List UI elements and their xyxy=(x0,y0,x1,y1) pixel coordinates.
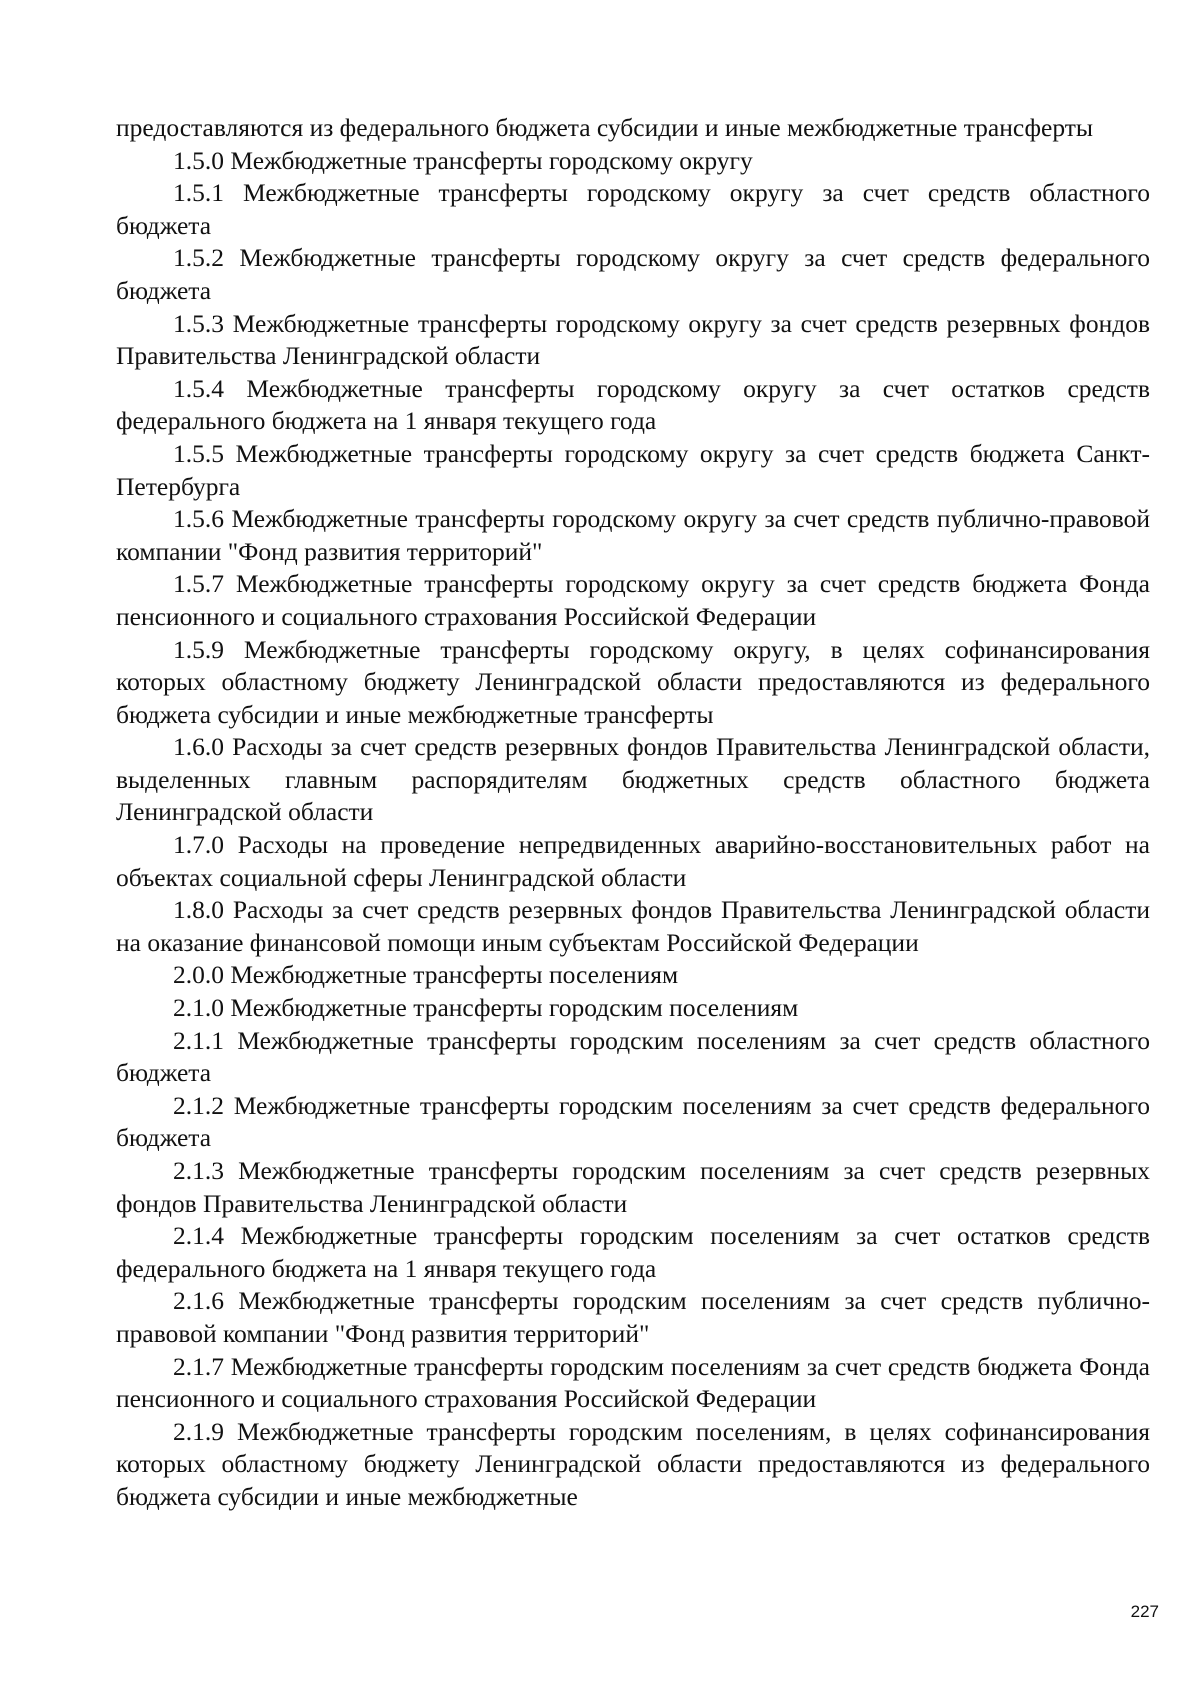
list-item-2-1-2: 2.1.2 Межбюджетные трансферты городским поселениям за счет средств федерального бюджета xyxy=(116,1090,1150,1153)
list-item-2-1-6: 2.1.6 Межбюджетные трансферты городским поселениям за счет средств публично-правовой компании "Фонд развития территорий" xyxy=(116,1286,1150,1348)
list-item-2-1-4: 2.1.4 Межбюджетные трансферты городским поселениям за счет остатков средств федерального бюджета на 1 января текущего года xyxy=(116,1221,1150,1283)
continuation-paragraph: предоставляются из федерального бюджета субсидии и иные межбюджетные трансферты xyxy=(116,113,1094,142)
list-item-1-6-0: 1.6.0 Расходы за счет средств резервных фондов Правительства Ленинградской области, выделенных главным распорядителям бюджетных средств областного бюджета Ленинградской области xyxy=(116,732,1150,827)
list-item-1-8-0: 1.8.0 Расходы за счет средств резервных фондов Правительства Ленинградской области на оказание финансовой помощи иным субъектам Российской Федерации xyxy=(116,895,1150,957)
page-number: 227 xyxy=(1130,1602,1159,1621)
list-item-1-7-0: 1.7.0 Расходы на проведение непредвиденных аварийно-восстановительных работ на объектах социальной сферы Ленинградской области xyxy=(116,830,1150,892)
list-item-2-1-3: 2.1.3 Межбюджетные трансферты городским поселениям за счет средств резервных фондов Правительства Ленинградской области xyxy=(116,1156,1150,1218)
list-item-1-5-4: 1.5.4 Межбюджетные трансферты городскому округу за счет остатков средств федерального бюджета на 1 января текущего года xyxy=(116,373,1150,436)
document-body xyxy=(116,112,1150,1514)
list-item-2-0-0: 2.0.0 Межбюджетные трансферты поселениям xyxy=(173,960,679,990)
list-item-2-1-7: 2.1.7 Межбюджетные трансферты городским поселениям за счет средств бюджета Фонда пенсионного и социального страхования Российской Федерации xyxy=(116,1351,1150,1414)
list-item-2-1-1: 2.1.1 Межбюджетные трансферты городским поселениям за счет средств областного бюджета xyxy=(116,1025,1150,1088)
list-item-1-5-6: 1.5.6 Межбюджетные трансферты городскому округу за счет средств публично-правовой компании "Фонд развития территорий" xyxy=(116,504,1150,566)
list-item-2-1-0: 2.1.0 Межбюджетные трансферты городским поселениям xyxy=(173,993,799,1023)
list-item-1-5-3: 1.5.3 Межбюджетные трансферты городскому округу за счет средств резервных фондов Правительства Ленинградской области xyxy=(116,308,1150,371)
list-item-1-5-7: 1.5.7 Межбюджетные трансферты городскому округу за счет средств бюджета Фонда пенсионного и социального страхования Российской Федерации xyxy=(116,569,1150,631)
list-item-1-5-9: 1.5.9 Межбюджетные трансферты городскому округу, в целях софинансирования которых областному бюджету Ленинградской области предоставляются из федерального бюджета субсидии и иные межбюджетные трансферты xyxy=(116,634,1150,729)
list-item-1-5-1: 1.5.1 Межбюджетные трансферты городскому округу за счет средств областного бюджета xyxy=(116,178,1150,240)
list-item-1-5-5: 1.5.5 Межбюджетные трансферты городскому округу за счет средств бюджета Санкт-Петербурга xyxy=(116,438,1150,501)
list-item-2-1-9: 2.1.9 Межбюджетные трансферты городским поселениям, в целях софинансирования которых областному бюджету Ленинградской области предоставляются из федерального бюджета субсидии и иные межбюджетные xyxy=(116,1416,1150,1511)
list-item-1-5-0: 1.5.0 Межбюджетные трансферты городскому округу xyxy=(173,145,753,175)
list-item-1-5-2: 1.5.2 Межбюджетные трансферты городскому округу за счет средств федерального бюджета xyxy=(116,243,1150,305)
